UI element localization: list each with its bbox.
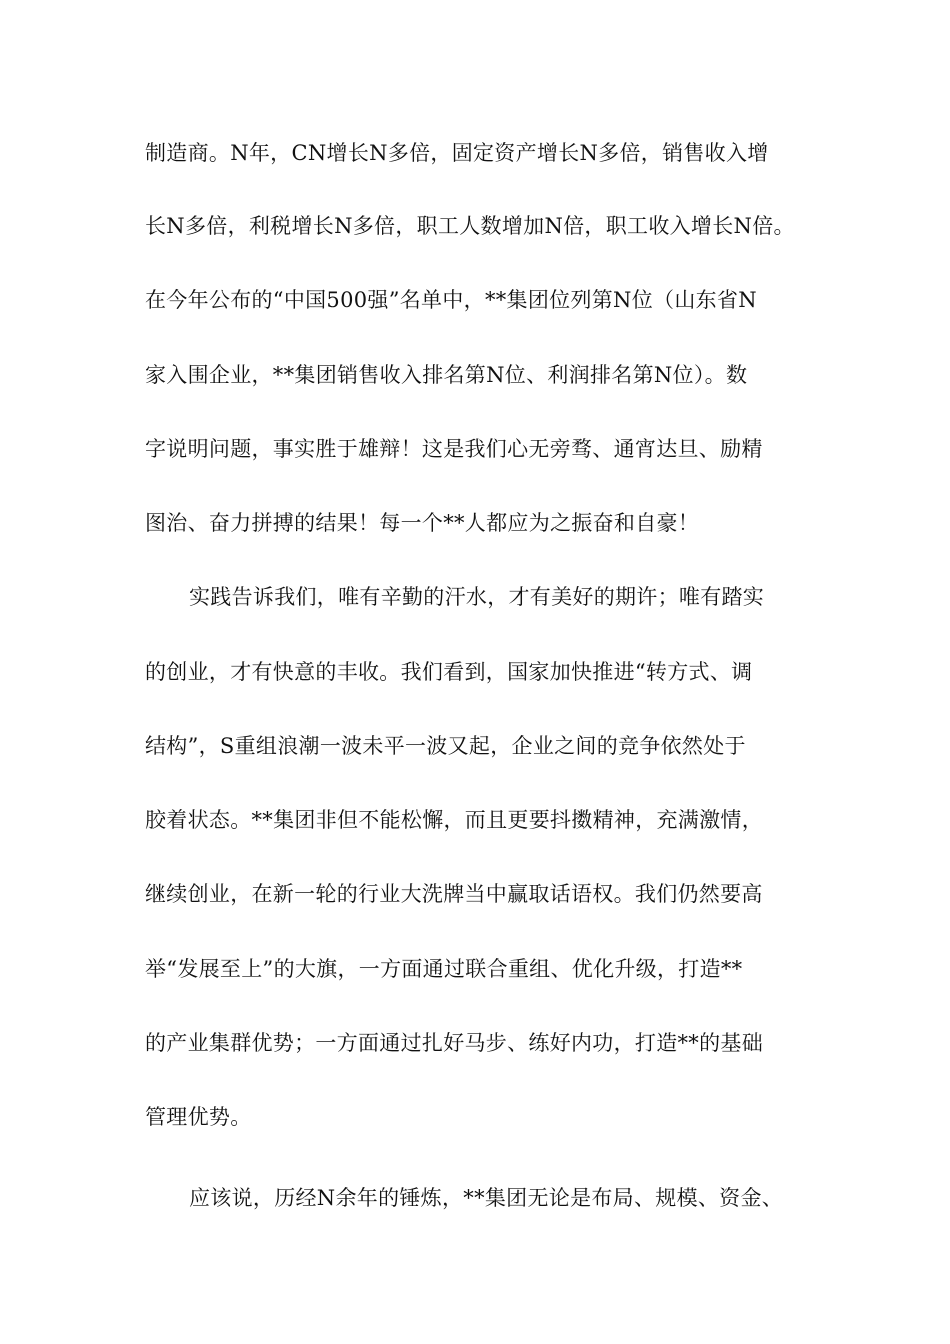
paragraph-2-line-8: 管理优势。: [145, 1105, 252, 1129]
paragraph-3-line-1: 应该说，历经N余年的锤炼，**集团无论是布局、规模、资金、: [189, 1186, 784, 1210]
paragraph-1-line-2: 长N多倍，利税增长N多倍，职工人数增加N倍，职工收入增长N倍。: [145, 214, 795, 238]
paragraph-2-line-4: 胶着状态。**集团非但不能松懈，而且更要抖擞精神，充满激情，: [145, 808, 763, 832]
paragraph-2-line-3: 结构”，S重组浪潮一波未平一波又起，企业之间的竞争依然处于: [145, 734, 746, 758]
paragraph-1-line-6: 图治、奋力拼搏的结果！每一个**人都应为之振奋和自豪！: [145, 511, 700, 535]
paragraph-1-line-1: 制造商。N年，CN增长N多倍，固定资产增长N多倍，销售收入增: [145, 141, 769, 165]
paragraph-1-line-3: 在今年公布的“中国500强”名单中，**集团位列第N位（山东省N: [145, 288, 757, 312]
paragraph-2-line-2: 的创业，才有快意的丰收。我们看到，国家加快推进“转方式、调: [145, 660, 753, 684]
paragraph-2-line-5: 继续创业，在新一轮的行业大洗牌当中赢取话语权。我们仍然要高: [145, 882, 763, 906]
paragraph-1-line-5: 字说明问题，事实胜于雄辩！这是我们心无旁骛、通宵达旦、励精: [145, 437, 763, 461]
paragraph-1-line-4: 家入围企业，**集团销售收入排名第N位、利润排名第N位）。数: [145, 363, 748, 387]
paragraph-2-line-7: 的产业集群优势；一方面通过扎好马步、练好内功，打造**的基础: [145, 1031, 763, 1055]
paragraph-2-line-6: 举“发展至上”的大旗，一方面通过联合重组、优化升级，打造**: [145, 957, 743, 981]
paragraph-2-line-1: 实践告诉我们，唯有辛勤的汗水，才有美好的期许；唯有踏实: [189, 585, 765, 609]
